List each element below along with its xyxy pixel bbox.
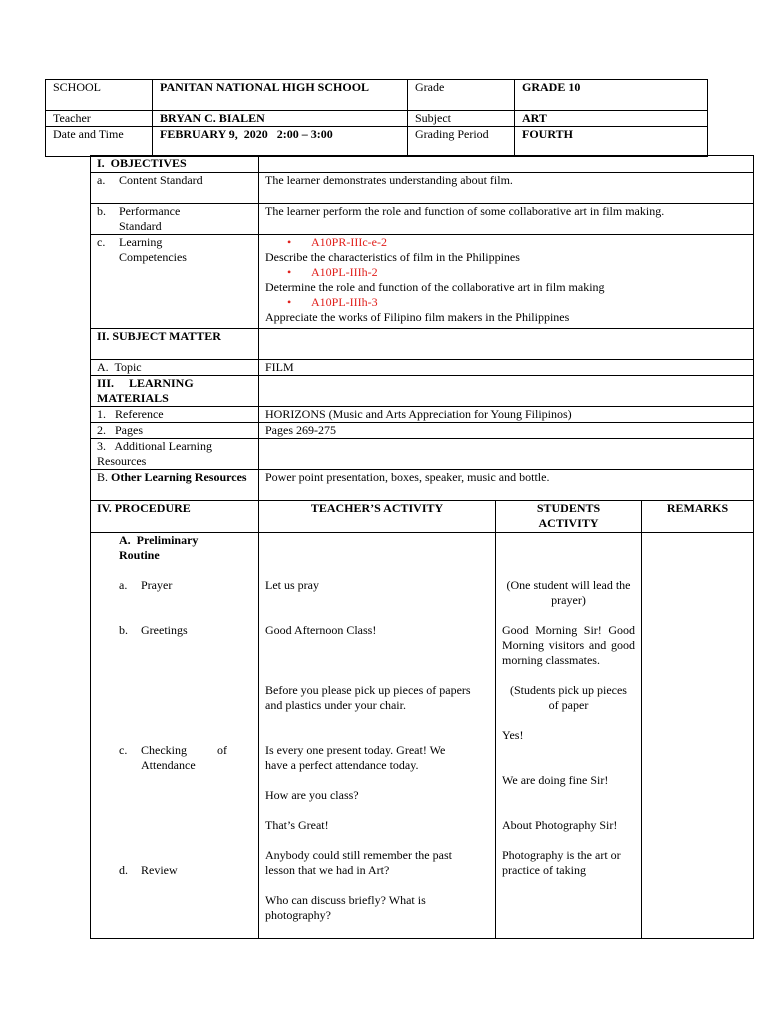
date-value: FEBRUARY 9, 2020 2:00 – 3:00 xyxy=(153,127,408,157)
step-review: d. Review xyxy=(119,863,178,877)
teacher-activity-column xyxy=(259,533,496,939)
preliminary-routine: A. Preliminary Routine xyxy=(119,533,202,562)
lesson-plan-table xyxy=(90,155,754,939)
step-attendance: c. Checking of Attendance xyxy=(119,743,227,772)
performance-standard-label: b. Performance Standard xyxy=(91,204,259,235)
step-greetings: b. Greetings xyxy=(119,623,188,637)
competency-code: • A10PL-IIIh-2 xyxy=(265,265,747,280)
pages-value: Pages 269-275 xyxy=(259,423,754,439)
howare-student: We are doing fine Sir! xyxy=(502,773,609,787)
header-table xyxy=(45,79,708,157)
subject-label: Subject xyxy=(408,111,515,127)
objectives-heading: I. OBJECTIVES xyxy=(91,156,259,173)
step-prayer: a. Prayer xyxy=(119,578,173,592)
review-teacher: Anybody could still remember the past lesson that we had in Art? xyxy=(265,848,452,877)
teacher-label: Teacher xyxy=(46,111,153,127)
content-standard-label: a. Content Standard xyxy=(91,173,259,204)
competency-text: Describe the characteristics of film in the Philippines xyxy=(265,250,520,264)
attendance-teacher: Is every one present today. Great! We have a perfect attendance today. xyxy=(265,743,446,772)
pages-label: 2. Pages xyxy=(91,423,259,439)
remarks-column xyxy=(642,533,754,939)
col-teacher-activity: TEACHER’S ACTIVITY xyxy=(259,501,496,533)
teacher-value: BRYAN C. BIALEN xyxy=(153,111,408,127)
col-remarks: REMARKS xyxy=(642,501,754,533)
reference-value: HORIZONS (Music and Arts Appreciation for Young Filipinos) xyxy=(259,407,754,423)
students-activity-column xyxy=(496,533,642,939)
school-label: SCHOOL xyxy=(46,80,153,111)
subject-matter-heading: II. SUBJECT MATTER xyxy=(91,329,259,360)
performance-standard-value: The learner perform the role and function of some collaborative art in film making. xyxy=(259,204,754,235)
other-resources-value: Power point presentation, boxes, speaker, music and bottle. xyxy=(259,470,754,501)
col-students-activity: STUDENTS ACTIVITY xyxy=(496,501,642,533)
attendance-student: Yes! xyxy=(502,728,524,742)
additional-resources-label: 3. Additional Learning Resources xyxy=(91,439,259,470)
topic-value: FILM xyxy=(259,360,754,376)
greetings-student: Good Morning Sir! Good Morning visitors and good morning classmates. xyxy=(502,623,635,667)
topic-label: A. Topic xyxy=(91,360,259,376)
review-student: About Photography Sir! xyxy=(502,818,618,832)
discuss-student: Photography is the art or practice of taking xyxy=(502,848,621,877)
period-label: Grading Period xyxy=(408,127,515,157)
competency-code: • A10PL-IIIh-3 xyxy=(265,295,747,310)
subject-value: ART xyxy=(515,111,708,127)
competency-text: Appreciate the works of Filipino film makers in the Philippines xyxy=(265,310,570,324)
grade-value: GRADE 10 xyxy=(515,80,708,111)
school-value: PANITAN NATIONAL HIGH SCHOOL xyxy=(153,80,408,111)
reference-label: 1. Reference xyxy=(91,407,259,423)
period-value: FOURTH xyxy=(515,127,708,157)
pickup-teacher: Before you please pick up pieces of papers and plastics under your chair. xyxy=(265,683,471,712)
date-label: Date and Time xyxy=(46,127,153,157)
greetings-teacher: Good Afternoon Class! xyxy=(265,623,377,637)
content-standard-value: The learner demonstrates understanding about film. xyxy=(259,173,754,204)
learning-competencies-list xyxy=(259,235,754,329)
learning-competencies-label: c. Learning Competencies xyxy=(91,235,259,329)
discuss-teacher: Who can discuss briefly? What is photography? xyxy=(265,893,426,922)
competency-text: Determine the role and function of the collaborative art in film making xyxy=(265,280,605,294)
howare-teacher: How are you class? xyxy=(265,788,359,802)
competency-code: • A10PR-IIIc-e-2 xyxy=(265,235,747,250)
great-teacher: That’s Great! xyxy=(265,818,329,832)
pickup-student: (Students pick up pieces of paper xyxy=(510,683,627,712)
prayer-teacher: Let us pray xyxy=(265,578,319,592)
other-resources-label: B. Other Learning Resources xyxy=(91,470,259,501)
learning-materials-heading: III. LEARNING MATERIALS xyxy=(91,376,259,407)
procedure-steps xyxy=(91,533,259,939)
grade-label: Grade xyxy=(408,80,515,111)
procedure-heading: IV. PROCEDURE xyxy=(91,501,259,533)
prayer-student: (One student will lead the prayer) xyxy=(506,578,631,607)
